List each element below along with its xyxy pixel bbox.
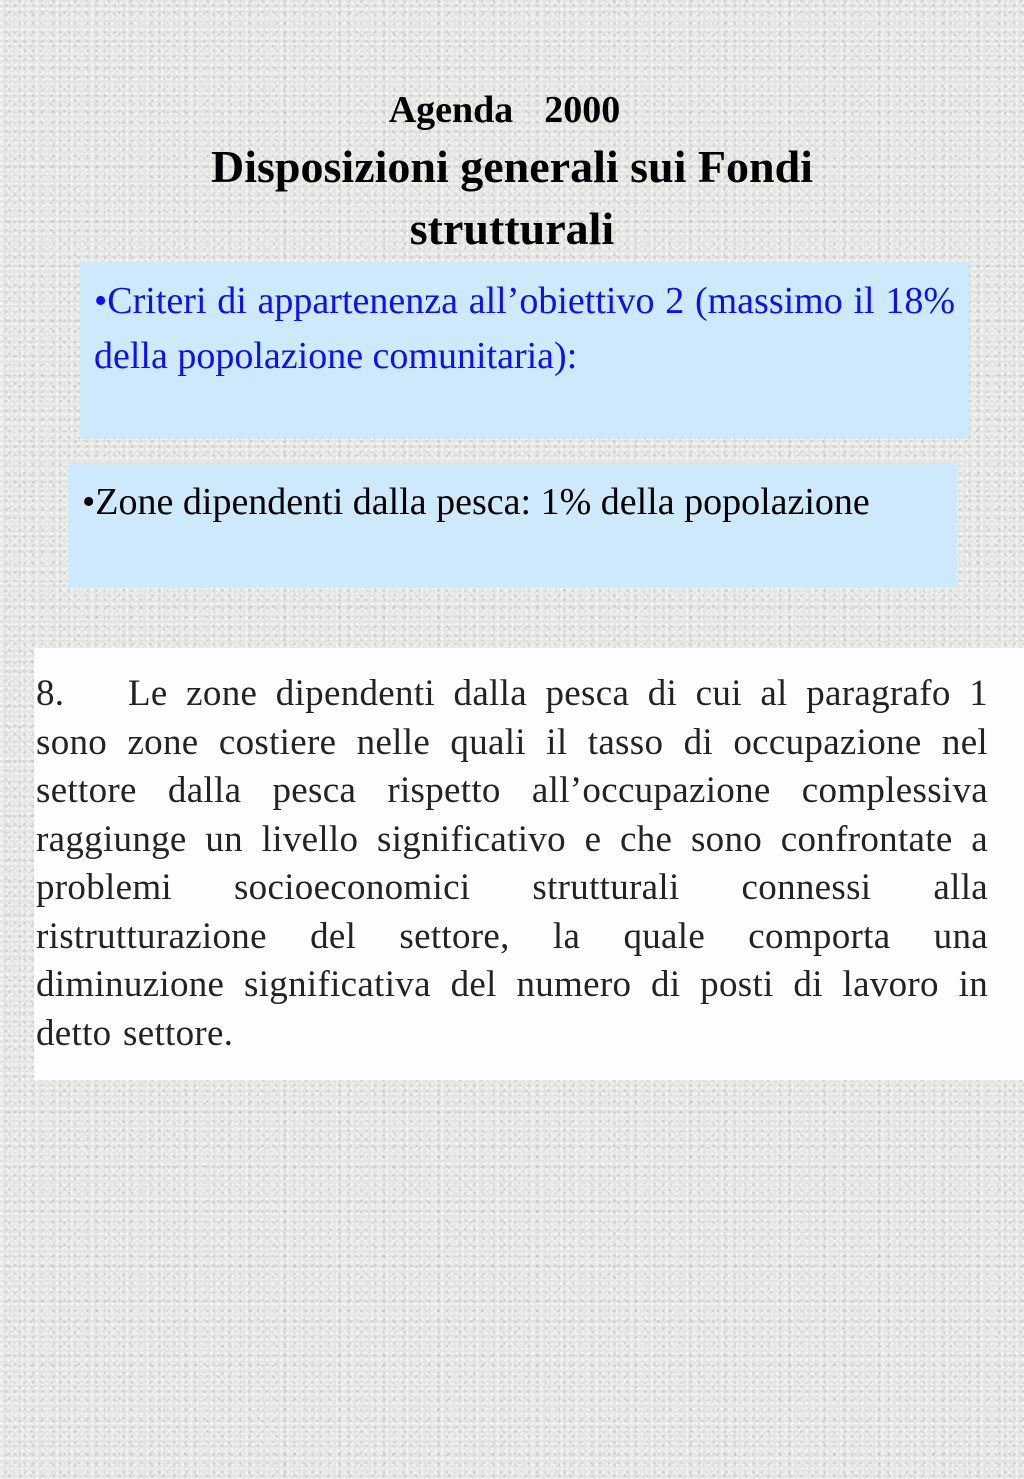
slide-subtitle: Agenda 2000 [388, 89, 621, 131]
paragraph-text: Le zone dipendenti dalla pesca di cui al paragrafo 1 sono zone costiere nelle quali il tasso di occupazione nel settore dalla pesca rispetto all’occupazione complessiva raggiunge un livello significativo e che sono confrontate a problemi socioeconomici strutturali connessi alla ristrutturazione del settore, la quale comporta una diminuzione significativa del numero di posti di lavoro in detto settore. [36, 673, 988, 1054]
regulation-excerpt [34, 648, 1024, 1080]
fishing-zones-box [68, 463, 957, 587]
criteria-box [80, 262, 969, 438]
slide-title: Disposizioni generali sui Fondi strutturali [211, 141, 813, 254]
slide-header [0, 84, 1024, 260]
fishing-zones-text: •Zone dipendenti dalla pesca: 1% della popolazione [82, 481, 870, 523]
criteria-text: •Criteri di appartenenza all’obiettivo 2 (massimo il 18% della popolazione comunitaria): [94, 280, 955, 377]
paragraph-number: 8. [36, 673, 65, 714]
